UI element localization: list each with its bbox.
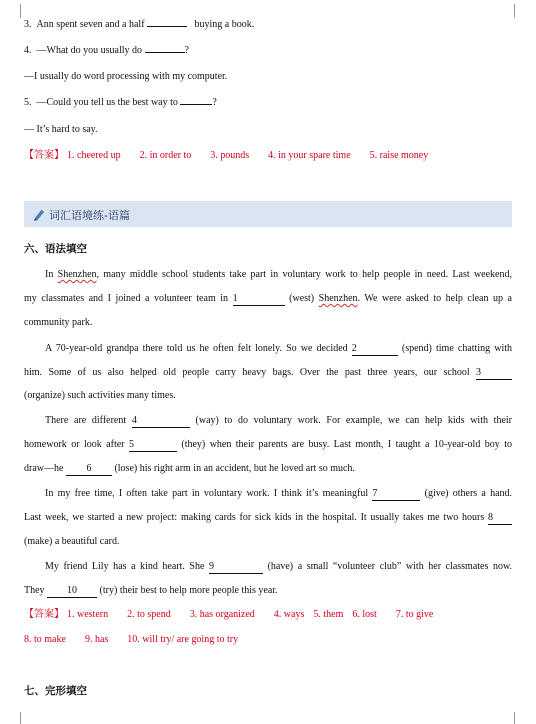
passage-line: In Shenzhen, many middle school students take part in voluntary work to help people in need. Last weekend, xyxy=(45,269,512,280)
page-corner-mark xyxy=(514,712,525,724)
passage-line: him. Some of us also helped old people carry heavy bags. Over the past three years, our school 3 xyxy=(24,366,512,380)
answer-item: 1. cheered up xyxy=(67,150,121,161)
answer-label: 【答案】 xyxy=(24,150,64,161)
passage-line: A 70-year-old grandpa there told us he often felt lonely. So we decided 2 (spend) time chatting with xyxy=(45,343,512,354)
question-4-reply: —I usually do word processing with my computer. xyxy=(24,71,228,82)
question-5: 5. —Could you tell us the best way to ? xyxy=(24,97,217,108)
part-7-heading: 七、完形填空 xyxy=(24,685,87,697)
page-corner-mark xyxy=(10,712,21,724)
passage-line: In my free time, I often take part in voluntary work. I think it’s meaningful 7 (give) others a hand. xyxy=(45,488,513,499)
passage-line: (organize) such activities many times. xyxy=(24,390,176,401)
answer-key-part6-row2 xyxy=(24,633,257,646)
passage-line: My friend Lily has a kind heart. She 9 (have) a small “volunteer club” with her classmates now. xyxy=(45,561,513,572)
answer-item: 5. them xyxy=(313,609,344,620)
passage-line: Last week, we started a new project: making cards for sick kids in the hospital. It usually takes me two hours 8 xyxy=(24,511,512,525)
answer-blank[interactable] xyxy=(147,26,187,27)
answer-key-top xyxy=(24,149,447,162)
answer-blank[interactable]: 1 xyxy=(233,292,285,306)
answer-item: 2. in order to xyxy=(139,150,192,161)
question-4: 4. —What do you usually do ? xyxy=(24,45,189,56)
passage-line: They 10 (try) their best to help more people this year. xyxy=(24,585,278,596)
answer-item: 1. western xyxy=(67,609,109,620)
section-title: 词汇语境练-语篇 xyxy=(49,209,130,222)
answer-label: 【答案】 xyxy=(24,609,64,620)
answer-blank[interactable]: 4 xyxy=(132,414,190,428)
passage-line: my classmates and I joined a volunteer team in 1 (west) Shenzhen. We were asked to help clean up a xyxy=(24,293,512,304)
answer-item: 3. has organized xyxy=(189,609,255,620)
answer-item: 7. to give xyxy=(395,609,434,620)
page-corner-mark xyxy=(514,4,525,18)
section-bar xyxy=(24,201,512,227)
answer-blank[interactable]: 7 xyxy=(372,487,420,501)
pencil-icon xyxy=(32,207,46,221)
page-corner-mark xyxy=(10,4,21,18)
passage-line: community park. xyxy=(24,317,93,328)
answer-key-part6 xyxy=(24,608,452,621)
passage-line: There are different 4 (way) to do voluntary work. For example, we can help kids with their xyxy=(45,415,512,426)
answer-blank[interactable]: 10 xyxy=(47,584,97,598)
question-3: 3. Ann spent seven and a half buying a book. xyxy=(24,19,255,30)
answer-item: 4. in your spare time xyxy=(268,150,351,161)
answer-item: 9. has xyxy=(84,634,109,645)
answer-blank[interactable]: 5 xyxy=(129,438,177,452)
answer-item: 2. to spend xyxy=(127,609,171,620)
passage-line: draw—he 6 (lose) his right arm in an accident, but he loved art so much. xyxy=(24,463,355,474)
answer-item: 4. ways xyxy=(273,609,305,620)
passage-line: (make) a beautiful card. xyxy=(24,536,120,547)
answer-item: 10. will try/ are going to try xyxy=(127,634,239,645)
passage-line: homework or look after 5 (they) when their parents are busy. Last month, I taught a 10-year-old boy to xyxy=(24,439,512,450)
answer-blank[interactable]: 3 xyxy=(476,366,512,380)
answer-item: 8. to make xyxy=(24,634,66,645)
answer-blank[interactable] xyxy=(180,104,212,105)
answer-blank[interactable] xyxy=(145,52,185,53)
answer-blank[interactable]: 9 xyxy=(209,560,263,574)
answer-item: 5. raise money xyxy=(369,150,429,161)
answer-item: 3. pounds xyxy=(210,150,250,161)
answer-blank[interactable]: 2 xyxy=(352,342,398,356)
question-5-reply: — It’s hard to say. xyxy=(24,124,98,135)
answer-item: 6. lost xyxy=(352,609,377,620)
answer-blank[interactable]: 8 xyxy=(488,511,512,525)
part-6-heading: 六、语法填空 xyxy=(24,243,87,255)
answer-blank[interactable]: 6 xyxy=(66,462,112,476)
